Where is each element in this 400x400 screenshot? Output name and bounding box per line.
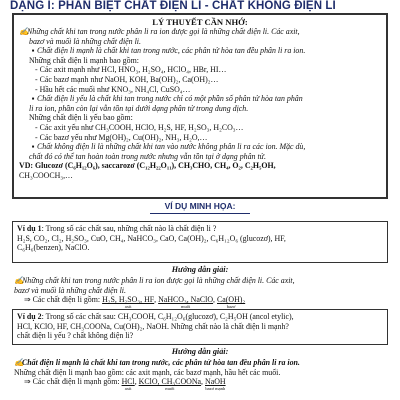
axit-group: H₂S, H₂SO₃, HF axit xyxy=(102,295,155,310)
solution-line: bazơ và muối là những chất điện li. xyxy=(14,285,126,295)
example-1-box xyxy=(12,221,388,263)
theory-example: CH₃COOCH₃,… xyxy=(19,170,73,180)
example-line: chất điện li yếu ? chất không điện li? xyxy=(17,331,134,341)
section-underline xyxy=(150,213,250,214)
theory-example: VD: Glucozơ (C₆H₁₂O₆), saccarozơ (C₁₂H₂₂O₁₁), CH₃CHO, CH₄, O₂, C₂H₅OH, xyxy=(19,161,276,171)
example-line: C₆H₆(benzen), NaClO. xyxy=(17,243,90,253)
muoi-group: NaHCO₃, NaClO muối xyxy=(158,295,214,310)
muoi-group: KClO, CH₃COONa muối xyxy=(138,377,202,392)
solution-answer: ⇒ Các chất điện li gồm: H₂S, H₂SO₃, HF axit , NaHCO₃, NaClO muối , Ca(OH)₂ bazơ xyxy=(24,295,246,310)
solution-2 xyxy=(14,358,390,392)
pen-icon: ✍ xyxy=(14,358,24,367)
theory-line: ▪ Chất điện li mạnh là chất khi tan trong nước, các phân tử hòa tan đều phân li ra ion. xyxy=(19,46,381,56)
theory-line: chất đó có thể tan hoàn toàn trong nước nhưng vẫn tồn tại ở dạng phân tử. xyxy=(29,151,266,161)
solution-answer: ⇒ Các chất điện li mạnh gồm: HCl axit , KClO, CH₃COONa muối , NaOH bazơ mạnh xyxy=(24,377,226,392)
theory-title: LÝ THUYẾT CẦN NHỚ: xyxy=(152,17,248,27)
bazo-group: Ca(OH)₂ bazơ xyxy=(217,295,246,310)
solution-line: Những chất điện li mạnh bao gồm: các axit mạnh, các bazơ mạnh, hầu hết các muối. xyxy=(14,367,281,377)
solution-heading: Hướng dẫn giải: xyxy=(171,265,229,274)
theory-line: Những chất điện li mạnh bao gồm: xyxy=(29,55,139,65)
theory-line: - Các axit mạnh như HCl, HNO₃, H₂SO₄, HClO₄, HBr, HI… xyxy=(35,65,227,75)
example-line: H₂S, CO₂, Cl₂, H₂SO₃, CuO, CH₄, NaHCO₃, CaO, Ca(OH)₂, C₆H₁₂O₆ (glucozơ), HF, xyxy=(17,233,286,243)
example-2-box xyxy=(12,309,388,345)
axit-group: HCl axit xyxy=(121,377,135,392)
theory-line: ✍Những chất khi tan trong nước phân li ra ion được gọi là những chất điện li. Các axit, xyxy=(19,27,300,36)
theory-line: - Các bazơ yếu như Mg(OH)₂, Cu(OH)₂, NH₃, H₂O,… xyxy=(35,132,208,142)
theory-line: li ra ion, phần còn lại vẫn tồn tại dưới dạng phân tử trong dung dịch. xyxy=(29,103,249,113)
solution-line: ✍Những chất khi tan trong nước phân li ra ion được gọi là những chất điện li. Các axit, xyxy=(14,276,295,285)
bazo-group: NaOH bazơ mạnh xyxy=(205,377,226,392)
theory-line: bazơ và muối là những chất điện li. xyxy=(29,36,141,46)
theory-line: ▪ Chất điện li yếu là chất khi tan trong nước chỉ có một phần số phân tử hòa tan phân xyxy=(19,94,381,104)
bullet-icon: ▪ xyxy=(31,46,35,56)
bullet-icon: ▪ xyxy=(31,94,35,104)
solution-heading: Hướng dẫn giải: xyxy=(171,347,229,356)
bullet-icon: ▪ xyxy=(31,142,35,152)
pen-icon: ✍ xyxy=(19,27,29,36)
example-line: Ví dụ 2: Trong số các chất sau: CH₃COOH, C₆H₁₂O₆(glucozơ), C₂H₅OH (ancol etylic), xyxy=(17,312,294,321)
theory-box xyxy=(12,13,388,199)
solution-1 xyxy=(14,276,390,310)
page-heading: DẠNG I: PHÂN BIỆT CHẤT ĐIỆN LI - CHẤT KHÔNG ĐIỆN LI xyxy=(10,0,336,12)
pen-icon: ✍ xyxy=(14,276,24,285)
section-title: VÍ DỤ MINH HỌA: xyxy=(164,201,236,211)
solution-line: ✍Chất điện li mạnh là chất khi tan trong nước, các phân tử hòa tan đều phân li ra ion. xyxy=(14,358,300,367)
theory-line: ▪ Chất không điện li là những chất khi tan vào nước không phân li ra các ion. Mặc dù, xyxy=(19,142,381,152)
theory-line: - Các axit yếu như CH₃COOH, HClO, H₂S, HF, H₂SO₃, H₂CO₃… xyxy=(35,122,244,132)
theory-line: Những chất điện li yếu bao gồm: xyxy=(29,113,133,123)
theory-line: - Các bazơ mạnh như NaOH, KOH, Ba(OH)₂, Ca(OH)₂… xyxy=(35,74,219,84)
example-line: HCl, KClO, HF, CH₃COONa, Cu(OH)₂, NaOH. Những chất nào là chất điện li mạnh? xyxy=(17,321,289,331)
theory-line: - Hầu hết các muối như KNO₃, NH₄Cl, CuSO₄… xyxy=(35,84,191,94)
example-line: Ví dụ 1: Trong số các chất sau, những chất nào là chất điện li ? xyxy=(17,224,217,233)
